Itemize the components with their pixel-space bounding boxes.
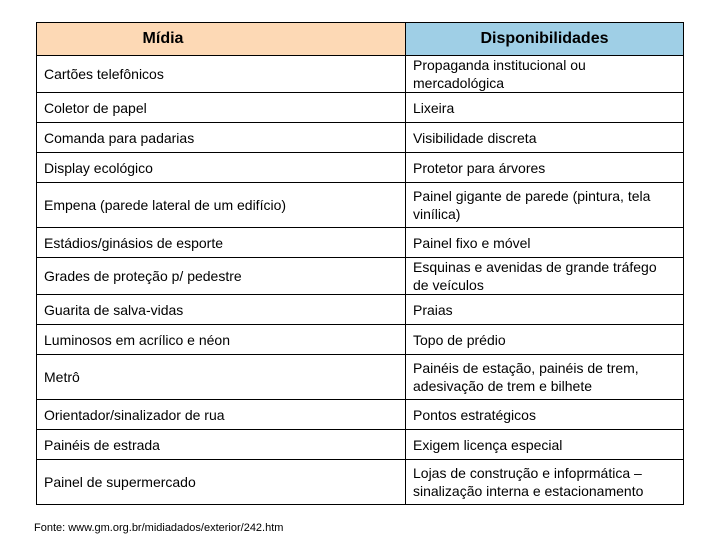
table-row <box>37 93 684 123</box>
cell-disponibilidade: Pontos estratégicos <box>406 400 684 430</box>
cell-midia: Empena (parede lateral de um edifício) <box>37 183 406 228</box>
cell-disponibilidade: Lixeira <box>406 93 684 123</box>
cell-disponibilidade: Painel fixo e móvel <box>406 228 684 258</box>
source-citation: Fonte: www.gm.org.br/midiadados/exterior/242.htm <box>34 522 284 534</box>
table-row <box>37 153 684 183</box>
cell-disponibilidade: Visibilidade discreta <box>406 123 684 153</box>
cell-midia: Display ecológico <box>37 153 406 183</box>
cell-disponibilidade: Propaganda institucional ou mercadológica <box>406 56 684 93</box>
cell-midia: Painéis de estrada <box>37 430 406 460</box>
cell-midia: Comanda para padarias <box>37 123 406 153</box>
cell-midia: Guarita de salva-vidas <box>37 295 406 325</box>
cell-disponibilidade: Exigem licença especial <box>406 430 684 460</box>
cell-disponibilidade: Painel gigante de parede (pintura, tela vinílica) <box>406 183 684 228</box>
table-row <box>37 56 684 93</box>
cell-disponibilidade: Protetor para árvores <box>406 153 684 183</box>
table-header-row <box>37 23 684 56</box>
table-row <box>37 295 684 325</box>
table-row <box>37 355 684 400</box>
table-row <box>37 258 684 295</box>
cell-disponibilidade: Lojas de construção e infoprmática – sinalização interna e estacionamento <box>406 460 684 505</box>
cell-midia: Coletor de papel <box>37 93 406 123</box>
cell-midia: Painel de supermercado <box>37 460 406 505</box>
table-row <box>37 183 684 228</box>
cell-disponibilidade: Topo de prédio <box>406 325 684 355</box>
table-row <box>37 325 684 355</box>
header-midia: Mídia <box>37 23 406 56</box>
table-row <box>37 123 684 153</box>
cell-midia: Grades de proteção p/ pedestre <box>37 258 406 295</box>
cell-disponibilidade: Painéis de estação, painéis de trem, adesivação de trem e bilhete <box>406 355 684 400</box>
cell-midia: Cartões telefônicos <box>37 56 406 93</box>
table-row <box>37 430 684 460</box>
cell-disponibilidade: Praias <box>406 295 684 325</box>
table-row <box>37 460 684 505</box>
header-disponibilidades: Disponibilidades <box>406 23 684 56</box>
cell-midia: Metrô <box>37 355 406 400</box>
cell-disponibilidade: Esquinas e avenidas de grande tráfego de veículos <box>406 258 684 295</box>
table-row <box>37 228 684 258</box>
cell-midia: Estádios/ginásios de esporte <box>37 228 406 258</box>
table-row <box>37 400 684 430</box>
cell-midia: Orientador/sinalizador de rua <box>37 400 406 430</box>
media-table <box>36 22 684 505</box>
cell-midia: Luminosos em acrílico e néon <box>37 325 406 355</box>
